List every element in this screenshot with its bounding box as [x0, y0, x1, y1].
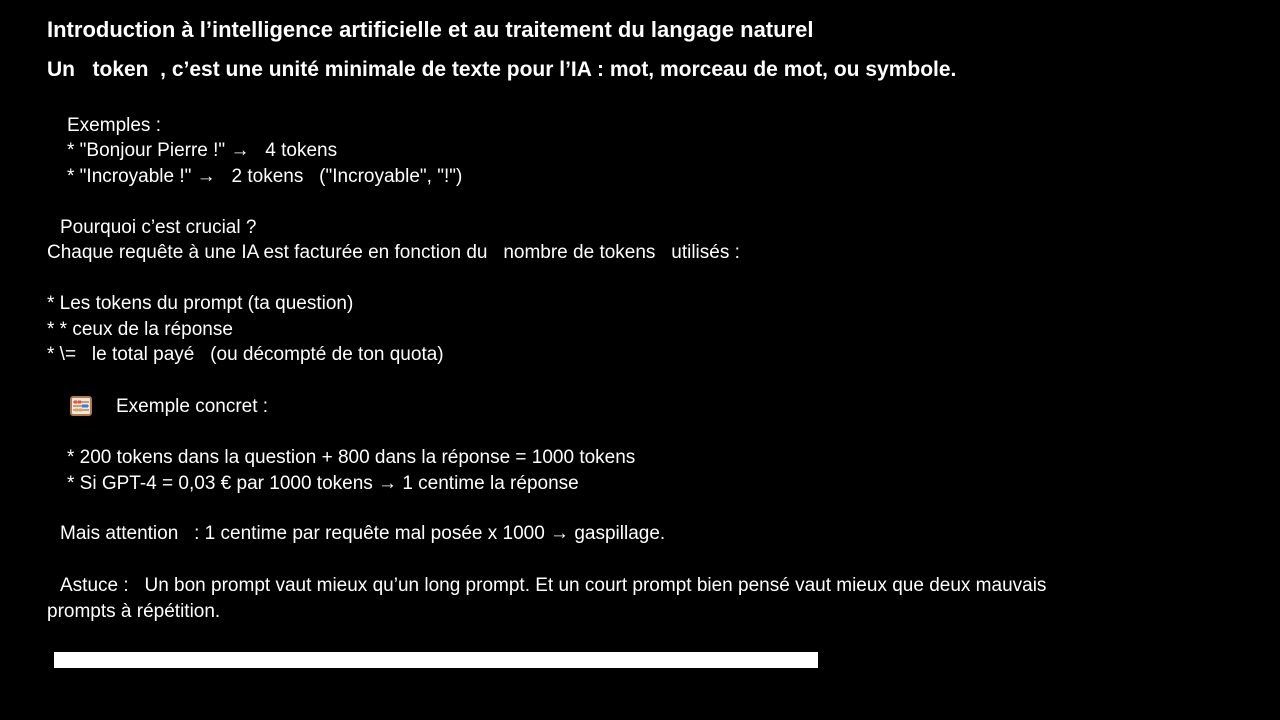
- concrete-item: * 200 tokens dans la question + 800 dans la réponse = 1000 tokens: [67, 447, 636, 468]
- why-text: Chaque requête à une IA est facturée en fonction du nombre de tokens utilisés :: [47, 242, 740, 263]
- concrete-header: Exemple concret :: [116, 396, 269, 417]
- progress-fill: [54, 652, 818, 668]
- progress-bar: [54, 652, 818, 668]
- examples-header: Exemples :: [67, 115, 161, 136]
- tip-text-line-1: Astuce : Un bon prompt vaut mieux qu’un long prompt. Et un court prompt bien pensé vaut mieux que deux mauvais: [60, 575, 1047, 596]
- attention-text: Mais attention : 1 centime par requête mal posée x 1000 → gaspillage.: [60, 523, 666, 544]
- concrete-item: * Si GPT-4 = 0,03 € par 1000 tokens → 1 centime la réponse: [67, 473, 579, 494]
- example-item: * "Bonjour Pierre !" → 4 tokens: [67, 140, 338, 161]
- bullet-item: * Les tokens du prompt (ta question): [47, 293, 354, 314]
- bullet-item: * \= le total payé (ou décompté de ton quota): [47, 344, 444, 365]
- tip-text-line-2: prompts à répétition.: [47, 601, 221, 622]
- abacus-icon: [70, 396, 92, 416]
- bullet-item: * * ceux de la réponse: [47, 319, 233, 340]
- slide-headline: Un token , c’est une unité minimale de texte pour l’IA : mot, morceau de mot, ou symbole.: [47, 58, 957, 81]
- slide-title: Introduction à l’intelligence artificielle et au traitement du langage naturel: [47, 17, 814, 42]
- why-header: Pourquoi c’est crucial ?: [60, 217, 257, 238]
- example-item: * "Incroyable !" → 2 tokens ("Incroyable", "!"): [67, 166, 463, 187]
